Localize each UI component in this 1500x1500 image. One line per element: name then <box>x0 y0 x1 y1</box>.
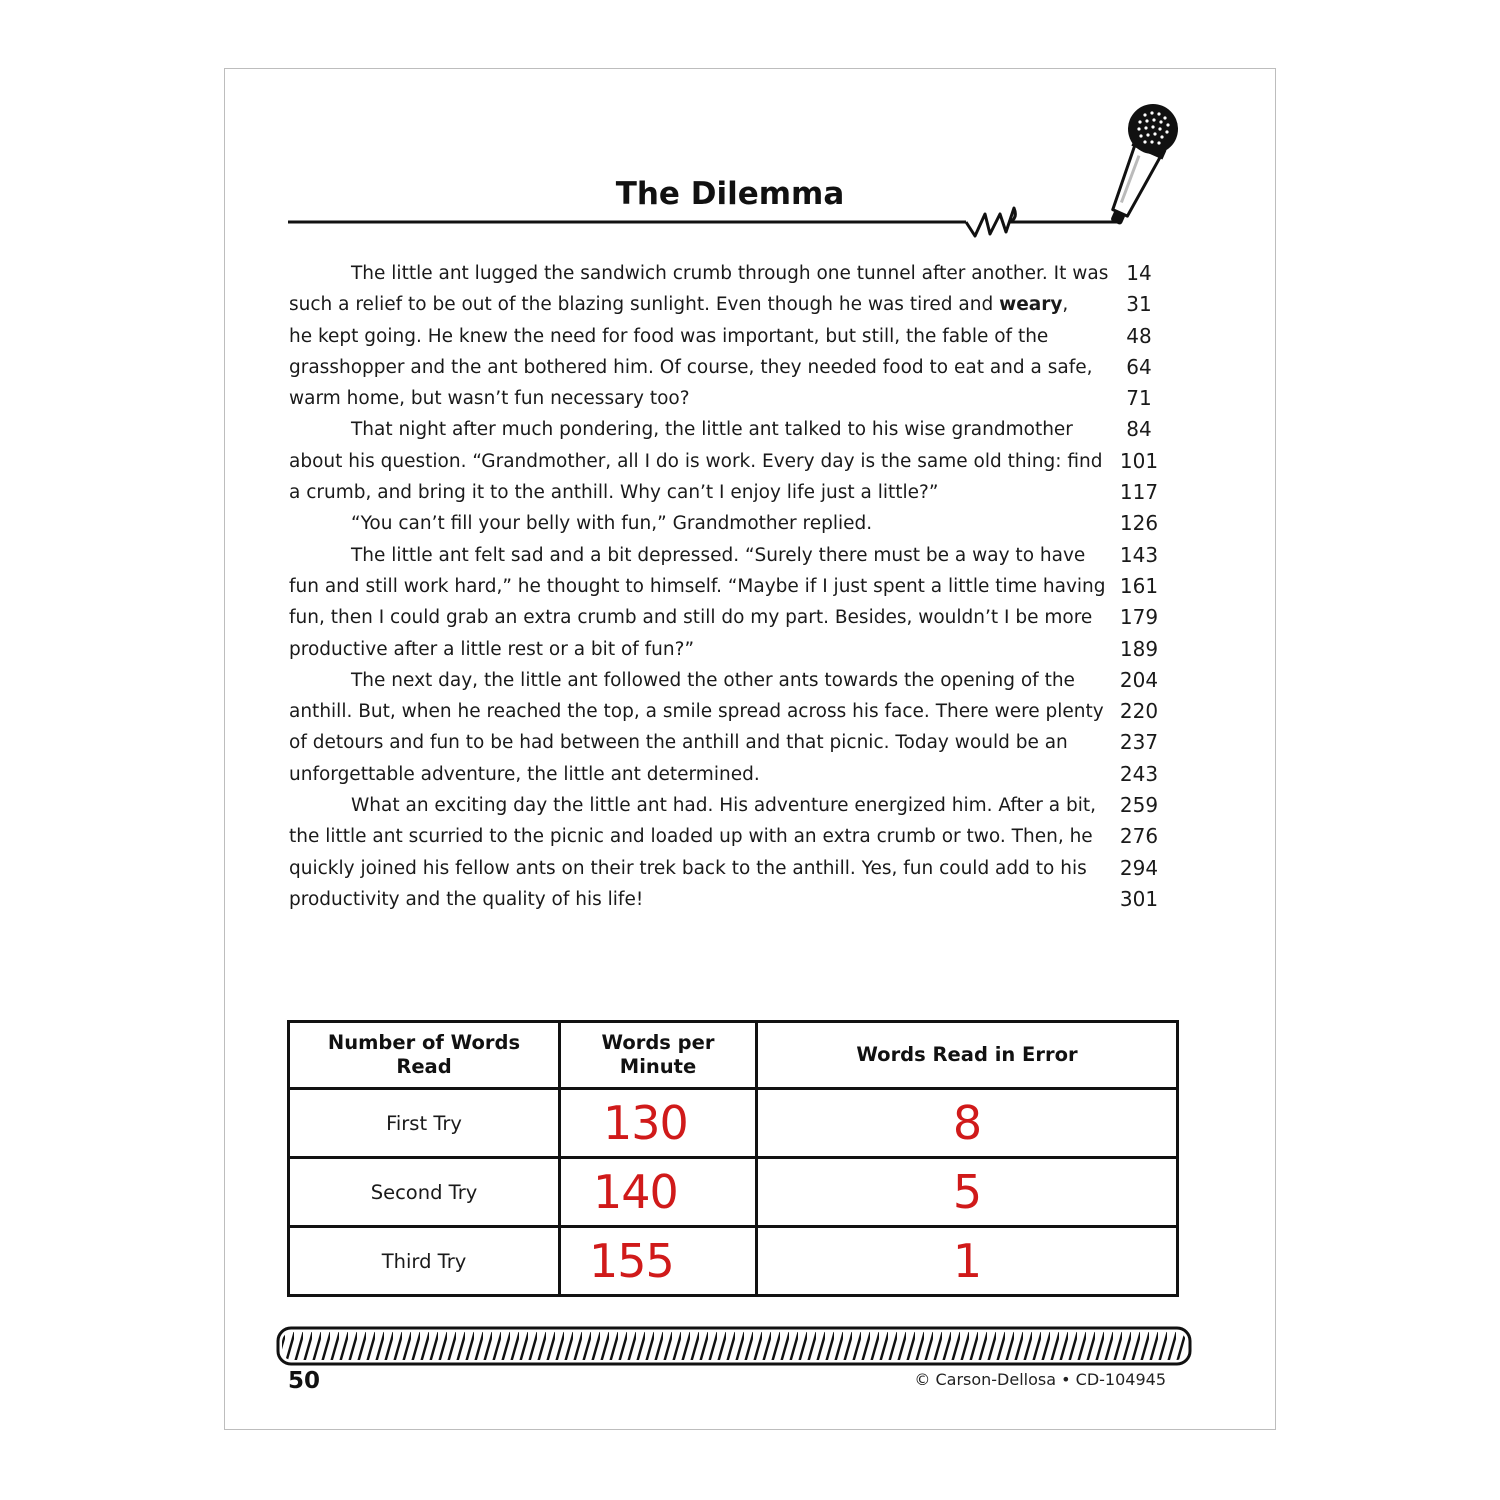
passage-line <box>289 696 1169 727</box>
running-word-count: 31 <box>1126 292 1152 317</box>
line-text: That night after much pondering, the little ant talked to his wise grandmother <box>351 419 1073 441</box>
table-row <box>289 1158 1178 1227</box>
passage-line <box>289 884 1169 915</box>
passage-line-text <box>351 508 872 539</box>
passage-line <box>289 258 1169 289</box>
passage-line-text <box>289 821 1093 852</box>
passage-line <box>289 790 1169 821</box>
passage-line-text <box>289 289 1068 320</box>
page-title: The Dilemma <box>615 176 845 212</box>
passage-line-text <box>289 571 1106 602</box>
page-number: 50 <box>288 1368 321 1394</box>
table-header-row <box>289 1022 1178 1089</box>
line-text: a crumb, and bring it to the anthill. Why can’t I enjoy life just a little?” <box>289 482 939 504</box>
running-word-count: 84 <box>1126 417 1152 442</box>
line-text: What an exciting day the little ant had. His adventure energized him. After a bit, <box>351 795 1096 817</box>
line-text: The little ant felt sad and a bit depressed. “Surely there must be a way to have <box>351 544 1086 566</box>
passage-line-text <box>289 634 694 665</box>
fluency-score-table <box>287 1020 1179 1297</box>
passage-line-text <box>289 383 690 414</box>
errors-third-try[interactable]: 1 <box>757 1227 1178 1296</box>
wpm-first-try[interactable]: 130 <box>560 1089 757 1158</box>
column-header-words-in-error: Words Read in Error <box>757 1022 1178 1089</box>
line-text: productivity and the quality of his life! <box>289 888 644 910</box>
passage-line <box>289 759 1169 790</box>
line-text: fun and still work hard,” he thought to himself. “Maybe if I just spent a little time having <box>289 575 1106 597</box>
copyright-notice: © Carson-Dellosa • CD-104945 <box>914 1370 1166 1389</box>
running-word-count: 143 <box>1119 542 1159 567</box>
line-text: about his question. “Grandmother, all I do is work. Every day is the same old thing: find <box>289 450 1103 472</box>
passage-line-text <box>289 321 1048 352</box>
line-text: unforgettable adventure, the little ant determined. <box>289 763 760 785</box>
running-word-count: 237 <box>1119 730 1159 755</box>
passage-line <box>289 477 1169 508</box>
row-label-third-try: Third Try <box>289 1227 560 1296</box>
errors-first-try[interactable]: 8 <box>757 1089 1178 1158</box>
passage-line <box>289 508 1169 539</box>
running-word-count: 71 <box>1126 386 1152 411</box>
line-text: such a relief to be out of the blazing sunlight. Even though he was tired and <box>289 294 1000 316</box>
line-text: he kept going. He knew the need for food was important, but still, the fable of the <box>289 325 1049 347</box>
table-row <box>289 1227 1178 1296</box>
running-word-count: 204 <box>1119 667 1159 692</box>
line-text: warm home, but wasn’t fun necessary too? <box>289 388 690 410</box>
line-text: productive after a little rest or a bit of fun?” <box>289 638 695 660</box>
running-word-count: 301 <box>1119 886 1159 911</box>
running-word-count: 189 <box>1119 636 1159 661</box>
column-header-words-read: Number of Words Read <box>289 1022 560 1089</box>
line-text: anthill. But, when he reached the top, a smile spread across his face. There were plenty <box>289 701 1104 723</box>
line-text: the little ant scurried to the picnic and loaded up with an extra crumb or two. Then, he <box>289 826 1093 848</box>
running-word-count: 161 <box>1119 573 1159 598</box>
running-word-count: 276 <box>1119 824 1159 849</box>
line-text: The little ant lugged the sandwich crumb through one tunnel after another. It was <box>351 263 1109 284</box>
passage-line <box>289 321 1169 352</box>
passage-line-text <box>351 258 1108 289</box>
row-label-second-try: Second Try <box>289 1158 560 1227</box>
running-word-count: 14 <box>1126 261 1152 285</box>
row-label-first-try: First Try <box>289 1089 560 1158</box>
column-header-words-per-minute: Words per Minute <box>560 1022 757 1089</box>
passage-line-text <box>351 665 1075 696</box>
passage-line <box>289 853 1169 884</box>
line-text: grasshopper and the ant bothered him. Of course, they needed food to eat and a safe, <box>289 356 1093 378</box>
passage-line-text <box>289 446 1102 477</box>
line-text: of detours and fun to be had between the anthill and that picnic. Today would be an <box>289 732 1068 754</box>
passage-line <box>289 383 1169 414</box>
running-word-count: 64 <box>1126 354 1152 379</box>
running-word-count: 101 <box>1119 448 1159 473</box>
passage-line <box>289 540 1169 571</box>
passage-line-text <box>289 853 1087 884</box>
passage-line <box>289 571 1169 602</box>
passage-line-text <box>289 352 1092 383</box>
passage-line <box>289 665 1169 696</box>
running-word-count: 126 <box>1119 511 1159 536</box>
reading-passage <box>289 258 1169 915</box>
table-row <box>289 1089 1178 1158</box>
passage-line-text <box>289 602 1092 633</box>
passage-line-text <box>289 727 1068 758</box>
hatched-bar <box>276 1326 1192 1366</box>
passage-line <box>289 602 1169 633</box>
passage-line-text <box>289 696 1104 727</box>
passage-line-text <box>351 790 1096 821</box>
passage-line <box>289 446 1169 477</box>
wpm-third-try[interactable]: 155 <box>560 1227 757 1296</box>
passage-line-text <box>289 759 760 790</box>
line-text: fun, then I could grab an extra crumb and still do my part. Besides, wouldn’t I be more <box>289 607 1093 629</box>
vocabulary-word: weary <box>999 294 1063 316</box>
passage-line-text <box>289 477 938 508</box>
passage-line <box>289 821 1169 852</box>
running-word-count: 259 <box>1119 793 1159 818</box>
wpm-second-try[interactable]: 140 <box>560 1158 757 1227</box>
running-word-count: 220 <box>1119 699 1159 724</box>
line-text: quickly joined his fellow ants on their trek back to the anthill. Yes, fun could add to his <box>289 857 1087 879</box>
line-text: The next day, the little ant followed the other ants towards the opening of the <box>351 669 1075 691</box>
passage-line <box>289 289 1169 320</box>
running-word-count: 117 <box>1119 480 1159 505</box>
passage-line <box>289 634 1169 665</box>
running-word-count: 243 <box>1119 761 1159 786</box>
passage-line <box>289 727 1169 758</box>
passage-line-text <box>351 540 1085 571</box>
running-word-count: 179 <box>1119 605 1159 630</box>
running-word-count: 48 <box>1126 323 1152 348</box>
passage-line <box>289 414 1169 445</box>
passage-line <box>289 352 1169 383</box>
passage-line-text <box>289 884 643 915</box>
header-rule <box>0 0 1500 260</box>
running-word-count: 294 <box>1119 855 1159 880</box>
errors-second-try[interactable]: 5 <box>757 1158 1178 1227</box>
line-text: “You can’t fill your belly with fun,” Grandmother replied. <box>351 513 873 535</box>
line-text-tail: , <box>1062 294 1069 316</box>
passage-line-text <box>351 414 1073 445</box>
